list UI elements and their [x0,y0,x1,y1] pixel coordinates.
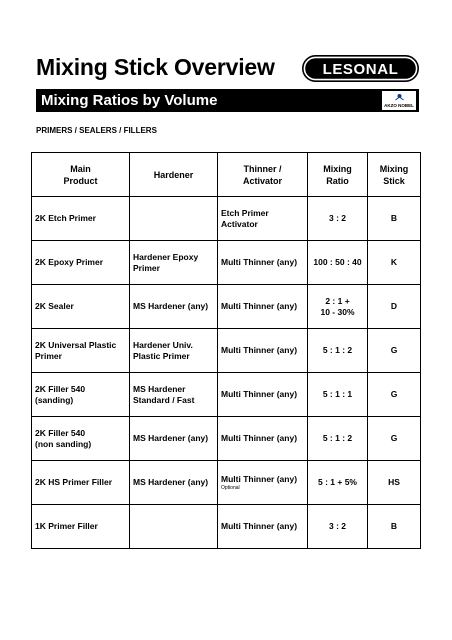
table-row [32,461,421,505]
table-row [32,197,421,241]
cell-hardener [130,329,218,373]
cell-line: Etch Primer [221,207,269,218]
cell-line: Multi Thinner (any) [221,301,298,311]
table-row [32,329,421,373]
header-mixing-ratio [308,153,368,197]
cell-stick: HS [368,461,421,505]
cell-line: 2 : 1 + [325,295,350,306]
table-row [32,373,421,417]
cell-thinner [218,505,308,549]
cell-line: 5 : 1 : 1 [322,389,353,399]
cell-line: 100 : 50 : 40 [313,257,362,267]
cell-line: Activator [221,218,258,229]
cell-line: 3 : 2 [328,213,346,223]
cell-line: 5 : 1 + 5% [318,477,357,487]
cell-line: (non sanding) [35,438,92,449]
cell-hardener [130,461,218,505]
cell-line: Multi Thinner (any) [221,521,298,531]
cell-line: 2K Etch Primer [35,213,96,223]
cell-line: Stick [383,175,405,186]
table-row [32,241,421,285]
cell-ratio [308,197,368,241]
cell-line: Hardener Univ. [133,339,193,350]
cell-line: Hardener Epoxy [133,251,199,262]
akzo-nobel-icon [395,93,404,101]
cell-line: Standard / Fast [133,394,195,405]
cell-note: Optional [221,485,240,491]
header-thinner [218,153,308,197]
cell-line: Primer [133,262,160,273]
cell-line: Multi Thinner (any) [221,433,298,443]
page-title: Mixing Stick Overview [36,54,275,80]
cell-line: 3 : 2 [328,521,346,531]
cell-line: 2K Epoxy Primer [35,257,104,267]
cell-product [32,329,130,373]
cell-line: Mixing [379,163,409,174]
cell-product [32,505,130,549]
cell-hardener [130,285,218,329]
header-main-product [32,153,130,197]
section-subheading: PRIMERS / SEALERS / FILLERS [36,126,157,135]
cell-line: Ratio [326,175,349,186]
cell-line: 1K Primer Filler [35,521,98,531]
cell-hardener [130,505,218,549]
cell-line: MS Hardener (any) [133,433,209,443]
cell-ratio [308,461,368,505]
logo-text: LESONAL [322,61,399,78]
cell-line: 2K Sealer [35,301,74,311]
cell-thinner [218,417,308,461]
akzo-nobel-text: AKZO NOBEL [384,103,414,108]
cell-line: Hardener [153,169,194,180]
cell-stick: B [368,505,421,549]
cell-line: MS Hardener (any) [133,301,209,311]
cell-product [32,373,130,417]
table-row [32,417,421,461]
cell-line: Main [70,163,91,174]
table-row [32,505,421,549]
cell-line: 5 : 1 : 2 [322,433,353,443]
cell-line: Activator [242,175,282,186]
cell-line: Thinner / [243,163,282,174]
cell-product [32,461,130,505]
cell-ratio [308,417,368,461]
cell-product [32,241,130,285]
cell-line: MS Hardener [133,383,186,394]
cell-line: Plastic Primer [133,350,190,361]
cell-line: Multi Thinner (any) [221,389,298,399]
cell-stick: G [368,329,421,373]
cell-line: 5 : 1 : 2 [322,345,353,355]
cell-thinner [218,461,308,505]
cell-line: Mixing [323,163,352,174]
cell-thinner [218,197,308,241]
cell-line: Multi Thinner (any) [221,474,298,484]
cell-hardener [130,241,218,285]
cell-thinner [218,329,308,373]
cell-line: MS Hardener (any) [133,477,209,487]
section-banner [36,89,419,112]
cell-line: Product [63,175,98,186]
cell-stick: G [368,373,421,417]
header-hardener [130,153,218,197]
cell-thinner [218,241,308,285]
cell-line: Multi Thinner (any) [221,257,298,267]
cell-ratio [308,505,368,549]
cell-stick: B [368,197,421,241]
cell-thinner [218,285,308,329]
banner-title: Mixing Ratios by Volume [41,92,218,109]
cell-line: 10 - 30% [320,306,355,317]
cell-line: 2K HS Primer Filler [35,477,113,487]
cell-line: 2K Filler 540 [35,427,86,438]
cell-hardener [130,197,218,241]
lesonal-logo [302,55,419,82]
cell-ratio [308,373,368,417]
cell-thinner [218,373,308,417]
cell-product [32,197,130,241]
table-header-row [32,153,421,197]
cell-line: (sanding) [35,394,74,405]
cell-line: Multi Thinner (any) [221,345,298,355]
header-mixing-stick [368,153,421,197]
cell-stick: K [368,241,421,285]
table-row [32,285,421,329]
table-body [32,197,421,549]
cell-ratio [308,329,368,373]
cell-stick: D [368,285,421,329]
cell-hardener [130,373,218,417]
cell-line: 2K Universal Plastic [35,339,117,350]
cell-line: Primer [35,350,62,361]
cell-product [32,285,130,329]
cell-ratio [308,285,368,329]
cell-product [32,417,130,461]
mixing-table [31,152,421,549]
cell-ratio [308,241,368,285]
akzo-nobel-badge [382,91,416,110]
cell-hardener [130,417,218,461]
cell-line: 2K Filler 540 [35,383,86,394]
cell-stick: G [368,417,421,461]
